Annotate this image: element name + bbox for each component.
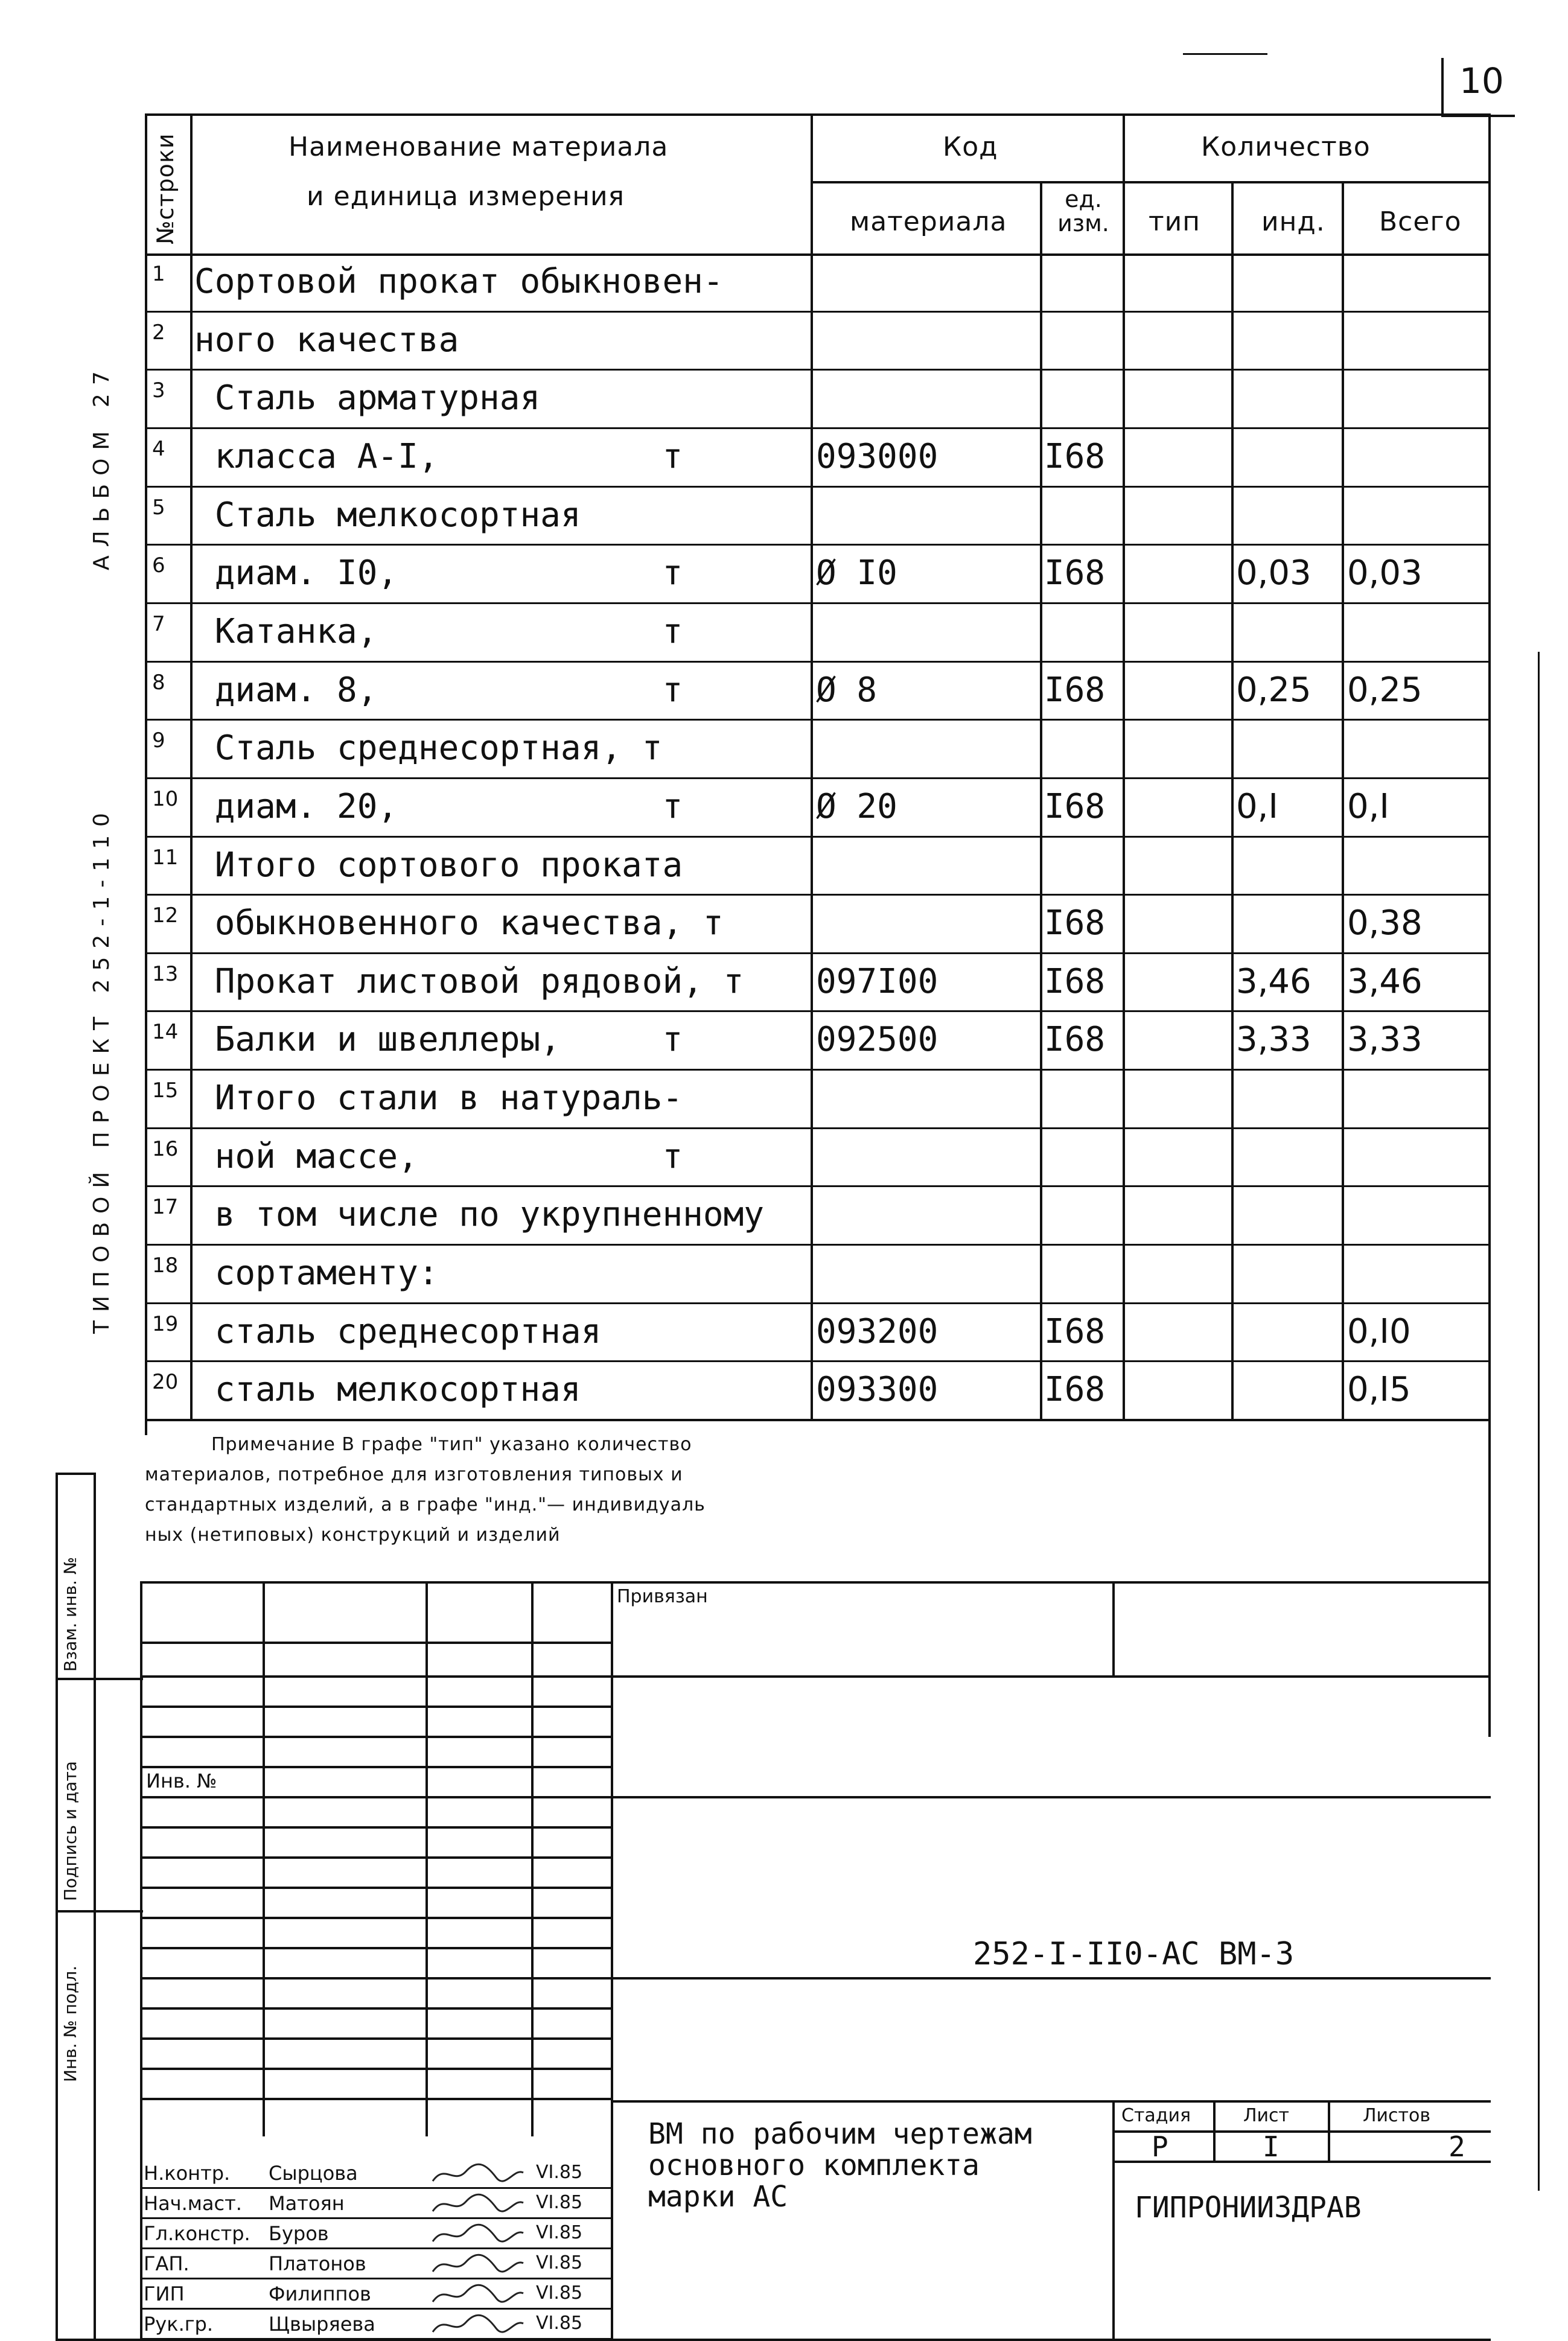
col-divider-unit	[1123, 113, 1125, 1420]
header-row-no: №строки	[152, 133, 179, 244]
grid-v-date	[611, 1581, 613, 2340]
table-top-border	[145, 113, 1491, 116]
row-unit: I68	[1044, 903, 1106, 943]
row-separator	[145, 1185, 1491, 1187]
signature-scribble	[430, 2311, 526, 2338]
row-name: сталь среднесортная	[194, 1311, 602, 1351]
row-separator	[145, 1010, 1491, 1012]
row-unit: I68	[1044, 1020, 1106, 1060]
row-separator	[145, 544, 1491, 546]
row-name: сортаменту:	[194, 1253, 439, 1293]
side-label-vzam: Взам. инв. №	[60, 1556, 80, 1672]
row-number: 15	[152, 1078, 179, 1103]
stage-col-2	[1328, 2100, 1330, 2161]
doc-code: 252-I-II0-АС ВМ-3	[973, 1936, 1295, 1972]
row-ind: 3,33	[1236, 1020, 1311, 1060]
signer-role: Н.контр.	[144, 2162, 231, 2185]
title-line1: ВМ по рабочим чертежам	[648, 2117, 1032, 2151]
row-code: 093000	[816, 436, 939, 476]
header-name-line1: Наименование материала	[288, 132, 669, 162]
row-unit: I68	[1044, 436, 1106, 476]
grid-h-7	[140, 1826, 611, 1829]
note-line2: материалов, потребное для изготовления типовых и	[145, 1464, 683, 1485]
header-qty-type: тип	[1149, 206, 1200, 237]
row-number: 12	[152, 903, 179, 928]
row-ind: 0,25	[1236, 670, 1311, 710]
row-number: 3	[152, 378, 165, 403]
signer-name: Щвыряева	[269, 2313, 375, 2336]
row-code: Ø 8	[816, 670, 878, 710]
grid-v-sign	[531, 1581, 534, 2136]
row-number: 8	[152, 670, 165, 695]
signer-date: VI.85	[536, 2192, 583, 2213]
row-total: 3,33	[1347, 1020, 1423, 1060]
privyazan-label: Привязан	[617, 1586, 708, 1607]
header-code-material: материала	[850, 206, 1007, 237]
row-name: класса А-I, т	[194, 436, 683, 476]
row-name: диам. I0, т	[194, 553, 683, 593]
note-line3: стандартных изделий, а в графе "инд."— индивидуаль	[145, 1494, 706, 1515]
row-separator	[145, 311, 1491, 313]
title-line3: марки АС	[648, 2180, 788, 2214]
row-unit: I68	[1044, 670, 1106, 710]
grid-h-13	[140, 2007, 611, 2010]
row-total: 0,38	[1347, 903, 1423, 943]
row-name: диам. 8, т	[194, 670, 683, 710]
signer-name: Сырцова	[269, 2162, 358, 2185]
privyazan-divider	[1112, 1581, 1115, 1675]
row-number: 6	[152, 553, 165, 578]
note-line4: ных (нетиповых) конструкций и изделий	[145, 1524, 561, 1546]
signer-date: VI.85	[536, 2313, 583, 2334]
row-number: 20	[152, 1370, 179, 1395]
grid-h-11	[140, 1947, 611, 1949]
table-right-border	[1488, 113, 1491, 1737]
col-divider-rowno	[190, 113, 193, 1420]
row-number: 14	[152, 1020, 179, 1045]
row-unit: I68	[1044, 786, 1106, 826]
row-separator	[145, 1360, 1491, 1362]
header-code: Код	[943, 132, 998, 162]
grid-h-3	[140, 1706, 611, 1708]
organization: ГИПРОНИИЗДРАВ	[1135, 2191, 1362, 2225]
stage-col-1	[1213, 2100, 1216, 2161]
row-name: Сортовой прокат обыкновен-	[194, 262, 724, 301]
stage-header-bottom	[1112, 2130, 1491, 2133]
right-block-top	[611, 2100, 1491, 2103]
row-separator	[145, 427, 1491, 429]
header-split	[811, 181, 1491, 183]
stage-label: Стадия	[1121, 2105, 1191, 2126]
row-name: Катанка, т	[194, 611, 683, 651]
row-code: Ø 20	[816, 786, 897, 826]
side-sep-1	[56, 1678, 143, 1680]
row-separator	[145, 369, 1491, 371]
row-code: 092500	[816, 1020, 939, 1060]
row-name: сталь мелкосортная	[194, 1370, 581, 1410]
grid-h-4	[140, 1736, 611, 1738]
inv-no-label: Инв. №	[146, 1769, 217, 1792]
row-code: 093300	[816, 1370, 939, 1410]
row-separator	[145, 486, 1491, 488]
signer-name: Филиппов	[269, 2282, 371, 2305]
signer-name: Матоян	[269, 2192, 345, 2215]
row-separator	[145, 952, 1491, 954]
signature-scribble	[430, 2251, 526, 2278]
title-line2: основного комплекта	[648, 2148, 980, 2182]
grid-v-name	[425, 1581, 428, 2136]
signer-separator	[140, 2187, 611, 2189]
row-number: 5	[152, 495, 165, 520]
row-separator	[145, 894, 1491, 896]
grid-h-5	[140, 1766, 611, 1768]
signer-role: Рук.гр.	[144, 2313, 214, 2336]
side-sep-2	[56, 1910, 143, 1913]
side-label-inv: Инв. № подл.	[60, 1965, 80, 2082]
grid-h-6	[140, 1796, 1491, 1798]
signer-date: VI.85	[536, 2162, 583, 2183]
row-name: ной массе, т	[194, 1136, 683, 1176]
row-name: Сталь среднесортная, т	[194, 728, 663, 768]
row-total: 0,03	[1347, 553, 1423, 593]
row-number: 17	[152, 1195, 179, 1220]
grid-h-0	[140, 1581, 1491, 1584]
signer-date: VI.85	[536, 2252, 583, 2273]
signer-date: VI.85	[536, 2282, 583, 2304]
header-name-line2: и единица измерения	[307, 181, 625, 212]
header-qty-total: Всего	[1379, 206, 1462, 237]
row-number: 4	[152, 436, 165, 461]
row-number: 16	[152, 1136, 179, 1161]
row-total: 0,25	[1347, 670, 1423, 710]
signer-date: VI.85	[536, 2222, 583, 2243]
grid-h-10	[140, 1917, 611, 1919]
signature-scribble	[430, 2281, 526, 2308]
signer-role: ГАП.	[144, 2252, 190, 2275]
row-number: 19	[152, 1311, 179, 1336]
row-name: обыкновенного качества, т	[194, 903, 724, 943]
sheet-label: Лист	[1243, 2105, 1290, 2126]
row-unit: I68	[1044, 553, 1106, 593]
signer-separator	[140, 2247, 611, 2249]
row-name: в том числе по укрупненному	[194, 1195, 765, 1235]
page-number-box-left	[1441, 58, 1444, 116]
col-divider-name	[811, 113, 813, 1420]
title-divider	[1112, 2100, 1115, 2340]
row-separator	[145, 602, 1491, 604]
col-divider-ind	[1342, 181, 1344, 1420]
row-code: 097I00	[816, 961, 939, 1001]
row-separator	[145, 1069, 1491, 1071]
grid-h-14	[140, 2037, 611, 2040]
row-number: 2	[152, 320, 165, 345]
grid-h-12	[140, 1977, 1491, 1979]
sheets-label: Листов	[1363, 2105, 1431, 2126]
row-number: 18	[152, 1253, 179, 1278]
album-label: АЛЬБОМ 27	[89, 363, 114, 570]
row-total: 0,I5	[1347, 1370, 1411, 1410]
row-unit: I68	[1044, 961, 1106, 1001]
row-separator	[145, 719, 1491, 721]
row-unit: I68	[1044, 1370, 1106, 1410]
row-code: 093200	[816, 1311, 939, 1351]
stamp-main-left	[140, 1581, 142, 2340]
grid-h-15	[140, 2068, 611, 2070]
signature-scribble	[430, 2191, 526, 2217]
row-number: 1	[152, 262, 165, 286]
grid-h-9	[140, 1887, 611, 1889]
signer-separator	[140, 2308, 611, 2310]
signer-role: Гл.констр.	[144, 2222, 250, 2245]
row-name: Итого сортового проката	[194, 845, 683, 885]
grid-h-1	[140, 1642, 611, 1644]
row-number: 13	[152, 961, 179, 986]
grid-h-8	[140, 1856, 611, 1859]
row-name: Сталь мелкосортная	[194, 495, 581, 535]
signer-name: Буров	[269, 2222, 329, 2245]
sheet-value: I	[1263, 2130, 1280, 2163]
header-code-unit: ед. изм.	[1057, 186, 1109, 237]
row-unit: I68	[1044, 1311, 1106, 1351]
stage-values-bottom	[1112, 2161, 1491, 2163]
stamp-side-col	[94, 1473, 96, 2340]
row-ind: 3,46	[1236, 961, 1311, 1001]
signer-role: ГИП	[144, 2282, 185, 2305]
signer-separator	[140, 2217, 611, 2219]
page-number: 10	[1459, 60, 1504, 101]
stamp-top	[56, 1473, 95, 1475]
grid-v-role	[263, 1581, 265, 2136]
side-label-podpis: Подпись и дата	[60, 1761, 80, 1901]
row-number: 10	[152, 786, 179, 811]
col-divider-type	[1231, 181, 1234, 1420]
signer-name: Платонов	[269, 2252, 366, 2275]
row-name: Прокат листовой рядовой, т	[194, 961, 744, 1001]
signer-separator	[140, 2338, 611, 2340]
header-qty-ind: инд.	[1261, 206, 1325, 237]
grid-h-2	[140, 1675, 1491, 1678]
row-separator	[145, 836, 1491, 838]
row-separator	[145, 1302, 1491, 1304]
row-separator	[145, 661, 1491, 663]
row-ind: 0,I	[1236, 786, 1278, 826]
row-total: 3,46	[1347, 961, 1423, 1001]
row-separator	[145, 1244, 1491, 1246]
table-body-bottom	[145, 1419, 1491, 1421]
signature-scribble	[430, 2221, 526, 2247]
signer-separator	[140, 2278, 611, 2279]
row-name: ного качества	[194, 320, 459, 360]
header-bottom	[145, 253, 1491, 256]
row-separator	[145, 777, 1491, 779]
top-rule	[1183, 53, 1267, 55]
row-name: диам. 20, т	[194, 786, 683, 826]
stamp-left-border	[56, 1473, 58, 2340]
row-total: 0,I	[1347, 786, 1389, 826]
sheets-value: 2	[1448, 2130, 1465, 2163]
row-number: 11	[152, 845, 179, 870]
row-total: 0,I0	[1347, 1311, 1411, 1351]
row-number: 9	[152, 728, 165, 753]
note-line1: Примечание В графе "тип" указано количество	[211, 1434, 692, 1455]
row-code: Ø I0	[816, 553, 897, 593]
row-separator	[145, 1127, 1491, 1129]
header-quantity: Количество	[1201, 132, 1371, 162]
project-label: ТИПОВОЙ ПРОЕКТ 252-1-110	[89, 804, 114, 1334]
row-name: Сталь арматурная	[194, 378, 541, 418]
stage-value: Р	[1152, 2130, 1168, 2163]
signature-scribble	[430, 2161, 526, 2187]
right-margin-line	[1538, 652, 1540, 2191]
row-name: Балки и швеллеры, т	[194, 1020, 683, 1060]
row-ind: 0,03	[1236, 553, 1311, 593]
col-divider-code	[1040, 181, 1042, 1420]
row-number: 7	[152, 611, 165, 636]
signer-role: Нач.маст.	[144, 2192, 242, 2215]
row-name: Итого стали в натураль-	[194, 1078, 683, 1118]
grid-h-16	[140, 2098, 611, 2100]
